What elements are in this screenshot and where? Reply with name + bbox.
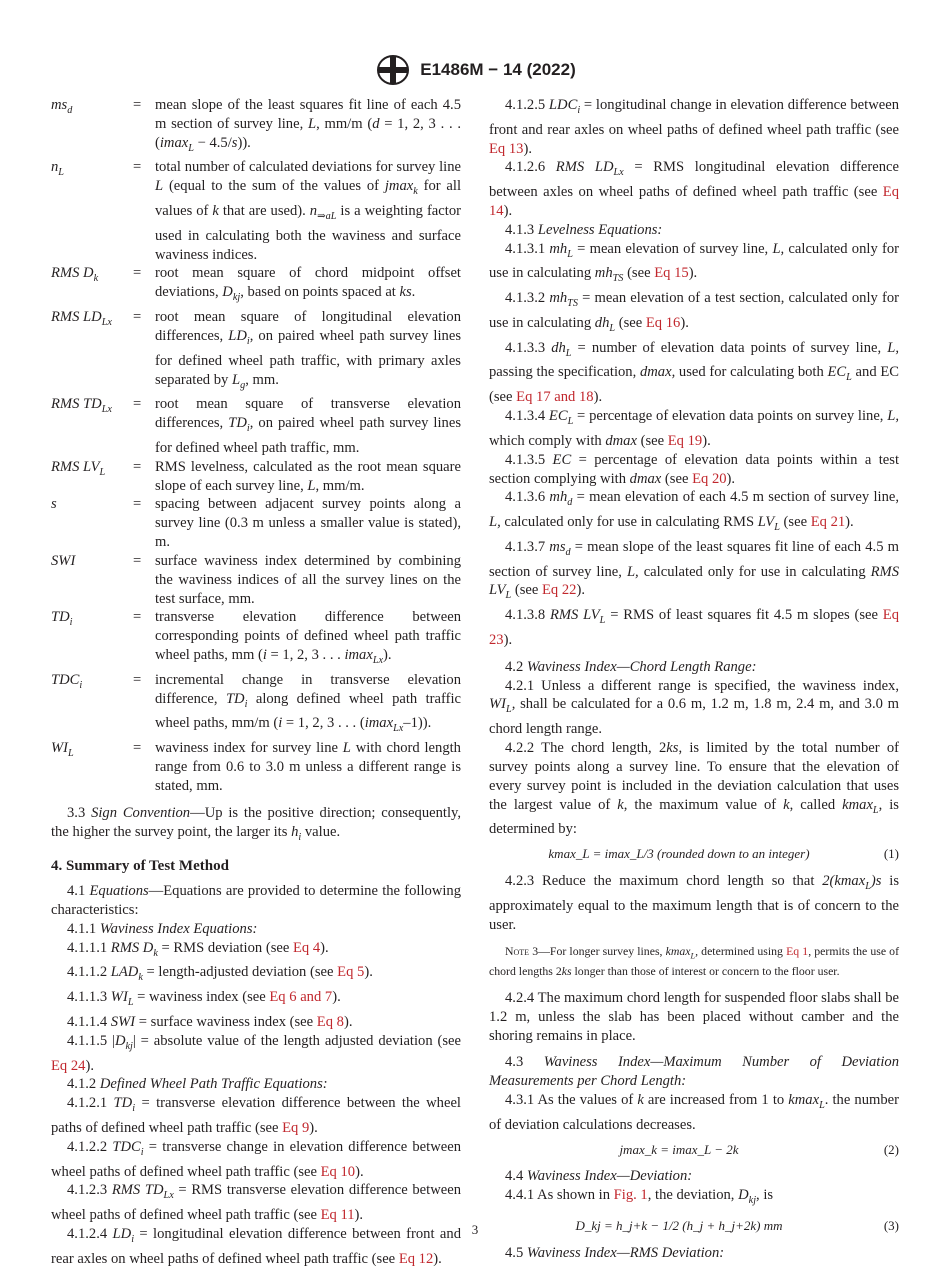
eq-16-link[interactable]: Eq 16 xyxy=(645,314,681,331)
para-4-3-1: 4.3.1 As the values of k are increased from 1 to kmax$_L$. the number of deviation calculations decreases. xyxy=(489,1092,899,1133)
definition-rms-lv: RMS $LV_L$ = RMS levelness, calculated as the root mean square slope of each survey line, L, mm/m. xyxy=(51,458,461,494)
definition-text: RMS levelness, calculated as the root mean square slope of each survey line, L, mm/m. xyxy=(155,458,461,494)
eq-5-link[interactable]: Eq 5 xyxy=(337,964,365,981)
sign-convention: 3.3 Sign Convention—Up is the positive direction; consequently, the higher the survey point, the larger its $h_i$ value. xyxy=(51,804,461,843)
eq-13-link[interactable]: Eq 13 xyxy=(489,140,524,157)
right-column xyxy=(489,96,899,1263)
eq-19-link[interactable]: Eq 19 xyxy=(667,432,703,449)
para-4-1-3-1: 4.1.3.1 $mh_L$ = mean elevation of survey line, L, calculated only for use in calculating $mh_{TS}$ (see Eq 15). xyxy=(489,240,899,285)
para-4-2-1: 4.2.1 Unless a different range is specified, the waviness index, $WI_L$, shall be calculated for a 0.6 m, 1.2 m, 1.8 m, 2.4 m, and 3.0 m chord length range. xyxy=(489,677,899,738)
equation-2-number: (2) xyxy=(883,1141,899,1157)
eq-1-link[interactable]: Eq 1 xyxy=(786,944,809,959)
definition-swi: SWI = surface waviness index determined by combining the waviness indices of all the survey lines on the test surface, mm. xyxy=(51,552,461,607)
page-number: 3 xyxy=(471,1222,479,1237)
para-4-1-3-8: 4.1.3.8 RMS $LV_L$ = RMS of least squares fit 4.5 m slopes (see Eq 23). xyxy=(489,607,899,648)
para-4-1-2-3: 4.1.2.3 RMS $TD_{Lx}$ = RMS transverse elevation difference between wheel paths of defined wheel path traffic (see Eq 11). xyxy=(51,1182,461,1224)
para-4-2: 4.2 Waviness Index—Chord Length Range: xyxy=(505,658,757,675)
para-4-1-3: 4.1.3 Levelness Equations: xyxy=(505,221,663,238)
definition-text: mean slope of the least squares fit line of each 4.5 m section of survey line, L, mm/m (d = 1, 2, 3 . . . (imax$_L$ − 4.5/s)). xyxy=(155,97,461,154)
equation-2 xyxy=(489,1141,899,1160)
definition-text: surface waviness index determined by combining the waviness indices of all the survey lines on the test surface, mm. xyxy=(155,552,461,607)
eq-10-link[interactable]: Eq 10 xyxy=(320,1163,356,1180)
para-4-1-1-2: 4.1.1.2 $LAD_k$ = length-adjusted deviation (see Eq 5). xyxy=(67,964,373,984)
para-4-1-2-5: 4.1.2.5 $LDC_i$ = longitudinal change in elevation difference between front and rear axles on wheel paths of defined wheel path traffic (see Eq 13). xyxy=(489,97,900,157)
section-4-heading: 4. Summary of Test Method xyxy=(51,858,229,875)
eq-23-link[interactable]: Eq 23 xyxy=(489,607,899,648)
eq-14-link[interactable]: Eq 14 xyxy=(489,184,899,220)
equation-1-body: kmax_L = imax_L/3 (rounded down to an integer) xyxy=(548,846,810,862)
para-4-1-2-1: 4.1.2.1 $TD_i$ = transverse elevation difference between the wheel paths of defined wheel path traffic (see Eq 9). xyxy=(51,1095,461,1136)
para-4-1-1-5: 4.1.1.5 $|D_{kj}|$ = absolute value of the length adjusted deviation (see Eq 24). xyxy=(51,1032,462,1074)
eq-24-link[interactable]: Eq 24 xyxy=(51,1057,86,1074)
para-4-1-3-7: 4.1.3.7 $ms_d$ = mean slope of the least squares fit line of each 4.5 m section of survey line, L, calculated only for use in calculating RMS $LV_L$ (see Eq 22). xyxy=(489,538,899,602)
note-3: Note 3—For longer survey lines, kmax$_L$, determined using Eq 1, permits the use of chord lengths 2ks longer than those of interest or concern to the floor user. xyxy=(489,944,900,978)
eq-20-link[interactable]: Eq 20 xyxy=(692,470,727,487)
eq-8-link[interactable]: Eq 8 xyxy=(316,1013,344,1030)
astm-logo-icon xyxy=(374,54,412,86)
definition-rms-dk: RMS $D_k$ = root mean square of chord midpoint offset deviations, $D_{kj}$, based on points spaced at ks. xyxy=(51,264,461,308)
equation-3-body: D_kj = h_j+k − 1/2 (h_j + h_j+2k) mm xyxy=(575,1218,783,1234)
eq-17-18-link[interactable]: Eq 17 and 18 xyxy=(516,389,594,406)
equation-1 xyxy=(489,845,899,864)
definition-text: waviness index for survey line L with chord length range from 0.6 to 3.0 m unless a different range is stated, mm. xyxy=(155,740,461,794)
definition-rms-ld: RMS $LD_{Lx}$ = root mean square of longitudinal elevation differences, $LD_i$, on paired wheel path survey lines for defined wheel path traffic, with primary axles separated by $L_g$, mm. xyxy=(51,308,461,395)
definition-text: root mean square of transverse elevation differences, $TD_i$, on paired wheel path survey lines for defined wheel path traffic, mm. xyxy=(155,396,461,456)
fig-1-link[interactable]: Fig. 1 xyxy=(613,1187,648,1204)
definition-text: incremental change in transverse elevation difference, $TD_i$ along defined wheel path traffic wheel paths, mm/m (i = 1, 2, 3 . . . (imax$_{Lx}$–1)). xyxy=(155,671,462,735)
para-4-1-3-6: 4.1.3.6 $mh_d$ = mean elevation of each 4.5 m section of survey line, L, calculated only for use in calculating RMS $LV_L$ (see Eq 21). xyxy=(489,489,899,533)
para-4-1-1-3: 4.1.1.3 $WI_L$ = waviness index (see Eq 6 and 7). xyxy=(67,989,341,1009)
definition-text: spacing between adjacent survey points along a survey line (0.3 m unless a smaller value is stated), m. xyxy=(155,496,461,551)
standard-code: E1486M − 14 (2022) xyxy=(420,60,576,79)
eq-4-link[interactable]: Eq 4 xyxy=(293,939,321,956)
equation-3-number: (3) xyxy=(883,1218,899,1234)
definition-s: s = spacing between adjacent survey points along a survey line (0.3 m unless a smaller value is stated), m. xyxy=(51,496,461,551)
definition-text: total number of calculated deviations for survey line L (equal to the sum of the values of jmax$_k$ for all values of k that are used). $n_{\Rightarrow aL}$ is a weighting factor used in calculating both the waviness and surface waviness indices. xyxy=(155,159,461,263)
para-4-1-1: 4.1.1 Waviness Index Equations: xyxy=(67,920,258,937)
equation-1-number: (1) xyxy=(883,846,899,862)
definition-tdc-i: $TDC_i$ = incremental change in transverse elevation difference, $TD_i$ along defined wheel path traffic wheel paths, mm/m (i = 1, 2, 3 . . . (imax$_{Lx}$–1)). xyxy=(51,671,461,739)
para-4-5: 4.5 Waviness Index—RMS Deviation: xyxy=(505,1244,725,1261)
definition-rms-td: RMS $TD_{Lx}$ = root mean square of transverse elevation differences, $TD_i$, on paired wheel path survey lines for defined wheel path traffic, mm. xyxy=(51,396,461,456)
equation-2-body: jmax_k = imax_L − 2k xyxy=(619,1141,739,1157)
definition-td-i: $TD_i$ = transverse elevation difference between corresponding points of defined wheel path traffic wheel paths, mm (i = 1, 2, 3 . . . imax$_{Lx}$). xyxy=(51,608,461,670)
eq-9-link[interactable]: Eq 9 xyxy=(282,1120,310,1136)
left-column xyxy=(51,96,461,1269)
definition-text: root mean square of longitudinal elevation differences, $LD_i$, on paired wheel path survey lines for defined wheel path traffic, with primary axles separated by $L_g$, mm. xyxy=(155,309,461,391)
definition-n-l: $n_L$ = total number of calculated deviations for survey line L (equal to the sum of the values of jmax$_k$ for all values of k that are used). $n_{\Rightarrow aL}$ is a weighting factor used in calculating both the waviness and surface waviness indices. xyxy=(51,159,461,263)
definition-text: transverse elevation difference between corresponding points of defined wheel path traffic wheel paths, mm (i = 1, 2, 3 . . . imax$_{Lx}$). xyxy=(155,609,461,667)
para-4-1-2-6: 4.1.2.6 RMS $LD_{Lx}$ = RMS longitudinal elevation difference between axles on wheel paths of defined wheel path traffic (see Eq 14). xyxy=(489,159,899,220)
page-header xyxy=(0,54,950,86)
para-4-1-1-1: 4.1.1.1 RMS $D_k$ = RMS deviation (see Eq 4). xyxy=(67,939,329,959)
para-4-1-3-3: 4.1.3.3 $dh_L$ = number of elevation data points of survey line, L, passing the specification, dmax, used for calculating both $EC_L$ and EC (see Eq 17 and 18). xyxy=(489,339,899,406)
definition-text: root mean square of chord midpoint offset deviations, $D_{kj}$, based on points spaced at ks. xyxy=(155,265,461,304)
para-4-1-2-4: 4.1.2.4 $LD_i$ = longitudinal elevation difference between front and rear axles on wheel paths of defined wheel path traffic (see Eq 12). xyxy=(51,1226,461,1267)
para-4-1-1-4: 4.1.1.4 SWI = surface waviness index (see Eq 8). xyxy=(67,1013,353,1030)
definition-ms-d: $ms_d$ = mean slope of the least squares fit line of each 4.5 m section of survey line, L, mm/m (d = 1, 2, 3 . . . (imax$_L$ − 4.5/s)). xyxy=(51,96,461,158)
para-4-2-2: 4.2.2 The chord length, 2ks, is limited by the total number of survey points along a survey line. To ensure that the elevation of every survey point is included in the deviation calculation that uses the largest value of k, the maximum value of k, called kmax$_L$, is determined by: xyxy=(489,740,899,838)
para-4-2-4: 4.2.4 The maximum chord length for suspended floor slabs shall be 1.2 m, unless the slab has been placed without camber and the shoring remains in place. xyxy=(489,989,899,1044)
eq-11-link[interactable]: Eq 11 xyxy=(320,1207,355,1224)
para-4-4: 4.4 Waviness Index—Deviation: xyxy=(505,1168,693,1185)
para-4-1-3-5: 4.1.3.5 EC = percentage of elevation data points within a test section complying with dmax (see Eq 20). xyxy=(489,451,899,487)
para-4-3: 4.3 Waviness Index—Maximum Number of Deviation Measurements per Chord Length: xyxy=(489,1054,899,1090)
eq-21-link[interactable]: Eq 21 xyxy=(810,514,846,531)
para-4-1-2-2: 4.1.2.2 $TDC_i$ = transverse change in elevation difference between wheel paths of defined wheel path traffic (see Eq 10). xyxy=(51,1138,462,1180)
eq-15-link[interactable]: Eq 15 xyxy=(654,265,689,282)
eq-22-link[interactable]: Eq 22 xyxy=(541,582,577,599)
para-4-1-3-2: 4.1.3.2 $mh_{TS}$ = mean elevation of a test section, calculated only for use in calculating $dh_L$ (see Eq 16). xyxy=(489,290,900,334)
para-4-1: 4.1 Equations—Equations are provided to determine the following characteristics: xyxy=(51,883,462,919)
eq-6-7-link[interactable]: Eq 6 and 7 xyxy=(269,989,333,1006)
para-4-4-1: 4.4.1 As shown in Fig. 1, the deviation, $D_{kj}$, is xyxy=(505,1187,774,1207)
para-4-1-2: 4.1.2 Defined Wheel Path Traffic Equations: xyxy=(67,1076,328,1093)
para-4-2-3: 4.2.3 Reduce the maximum chord length so that 2(kmax$_L$)s is approximately equal to the maximum length that is of concern to the user. xyxy=(489,873,899,933)
eq-12-link[interactable]: Eq 12 xyxy=(398,1250,434,1267)
definition-wi-l: $WI_L$ = waviness index for survey line L with chord length range from 0.6 to 3.0 m unless a different range is stated, mm. xyxy=(51,740,461,794)
para-4-1-3-4: 4.1.3.4 $EC_L$ = percentage of elevation data points on survey line, L, which comply with dmax (see Eq 19). xyxy=(489,408,899,449)
